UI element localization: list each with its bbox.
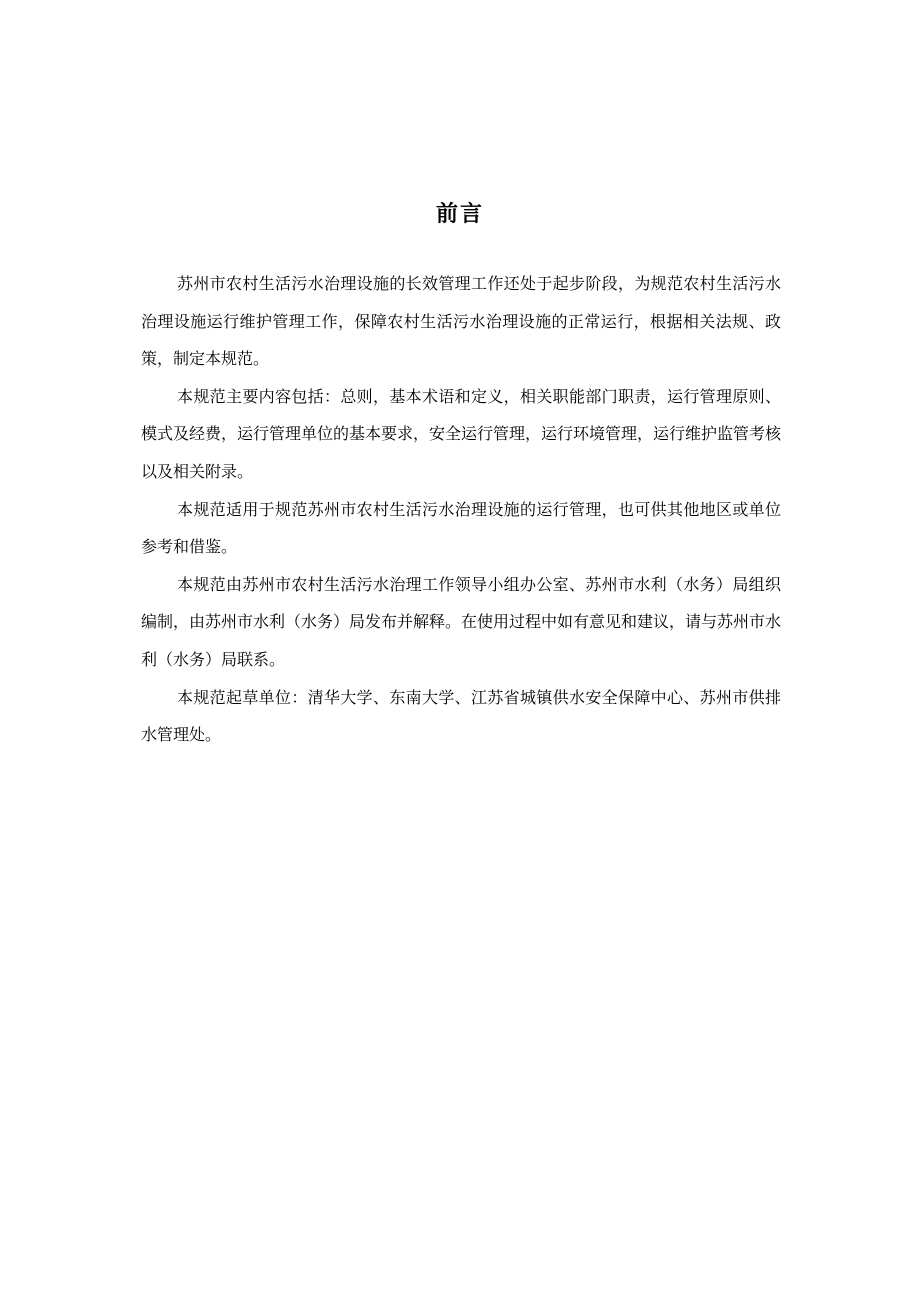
preface-body [141,265,781,754]
paragraph-intro: 苏州市农村生活污水治理设施的长效管理工作还处于起步阶段，为规范农村生活污水治理设施运行维护管理工作，保障农村生活污水治理设施的正常运行，根据相关法规、政策，制定本规范。 [141,274,781,369]
paragraph-compilation: 本规范由苏州市农村生活污水治理工作领导小组办公室、苏州市水利（水务）局组织编制，由苏州市水利（水务）局发布并解释。在使用过程中如有意见和建议，请与苏州市水利（水务）局联系。 [141,574,782,669]
page-title: 前言 [435,201,484,227]
paragraph-drafters: 本规范起草单位：清华大学、东南大学、江苏省城镇供水安全保障中心、苏州市供排水管理处。 [141,687,781,745]
paragraph-scope: 本规范适用于规范苏州市农村生活污水治理设施的运行管理，也可供其他地区或单位参考和借鉴。 [141,499,781,557]
paragraph-contents: 本规范主要内容包括：总则，基本术语和定义，相关职能部门职责，运行管理原则、模式及经费，运行管理单位的基本要求，安全运行管理，运行环境管理，运行维护监管考核以及相关附录。 [141,386,782,481]
